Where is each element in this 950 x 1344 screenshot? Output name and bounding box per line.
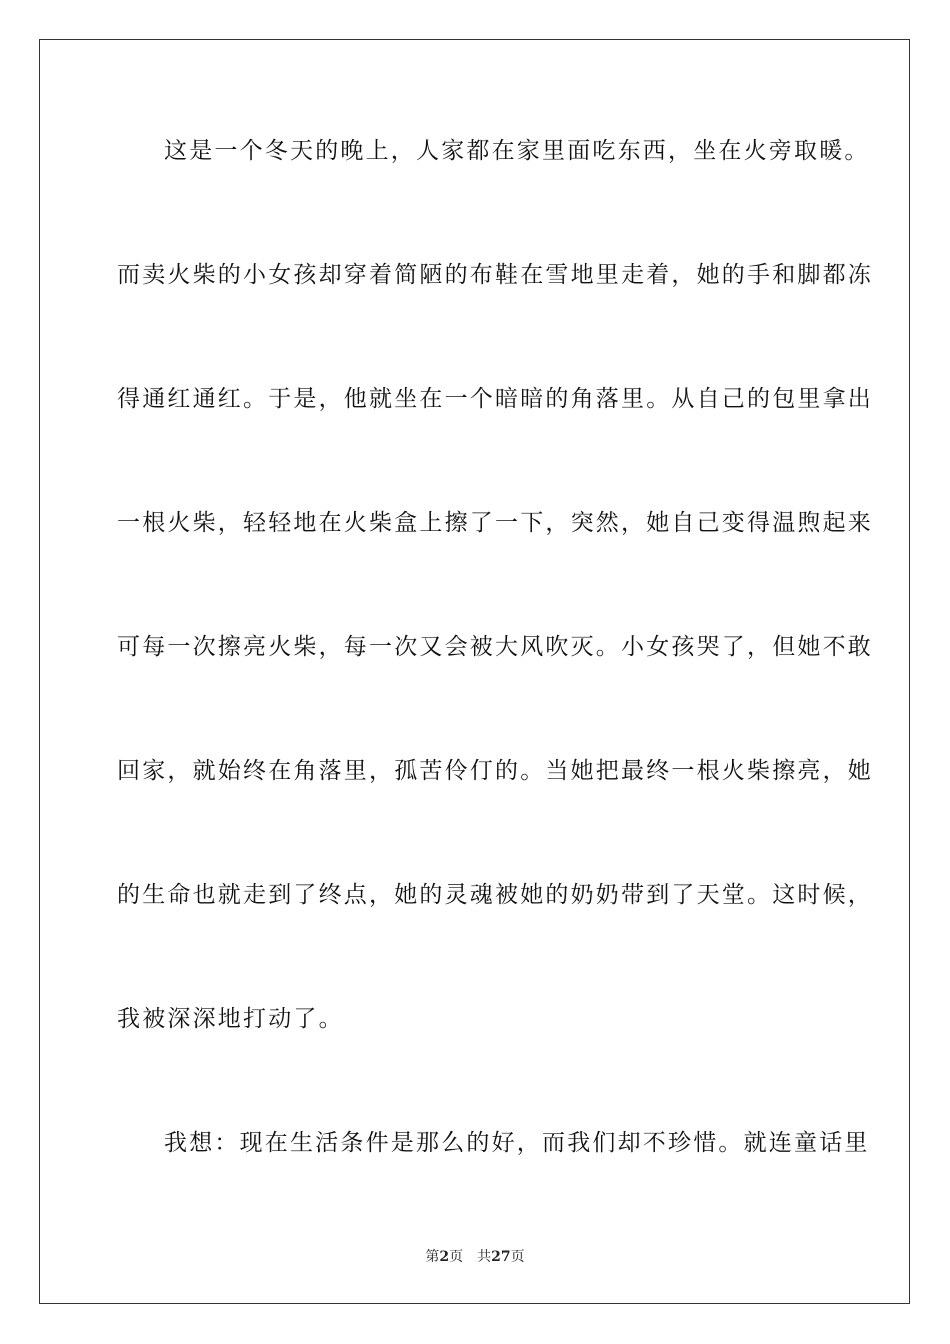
paragraph-line-5: 可每一次擦亮火柴，每一次又会被大风吹灭。小女孩哭了，但她不敢	[117, 634, 873, 660]
paragraph-line-3: 得通红通红。于是，他就坐在一个暗暗的角落里。从自己的包里拿出	[117, 386, 873, 412]
paragraph-line-7: 的生命也就走到了终点，她的灵魂被她的奶奶带到了天堂。这时候，	[117, 882, 873, 908]
page-number: 2	[439, 1249, 450, 1265]
paragraph-line-4: 一根火柴，轻轻地在火柴盒上擦了一下，突然，她自己变得温煦起来	[117, 510, 873, 536]
total-suffix: 页	[510, 1249, 525, 1265]
page-footer	[0, 1248, 950, 1266]
paragraph-line-1: 这是一个冬天的晚上，人家都在家里面吃东西，坐在火旁取暖。	[164, 138, 870, 164]
paragraph-line-6: 回家，就始终在角落里，孤苦伶仃的。当她把最终一根火柴擦亮，她	[117, 758, 873, 784]
total-pages: 27	[491, 1249, 511, 1265]
total-prefix: 共	[477, 1249, 492, 1265]
paragraph-line-2: 而卖火柴的小女孩却穿着简陋的布鞋在雪地里走着，她的手和脚都冻	[117, 262, 873, 288]
page-border	[39, 39, 910, 1304]
page-suffix: 页	[449, 1249, 464, 1265]
page-prefix: 第	[425, 1249, 440, 1265]
paragraph-line-8: 我被深深地打动了。	[117, 1006, 344, 1032]
paragraph-line-9: 我想：现在生活条件是那么的好，而我们却不珍惜。就连童话里	[164, 1130, 870, 1156]
